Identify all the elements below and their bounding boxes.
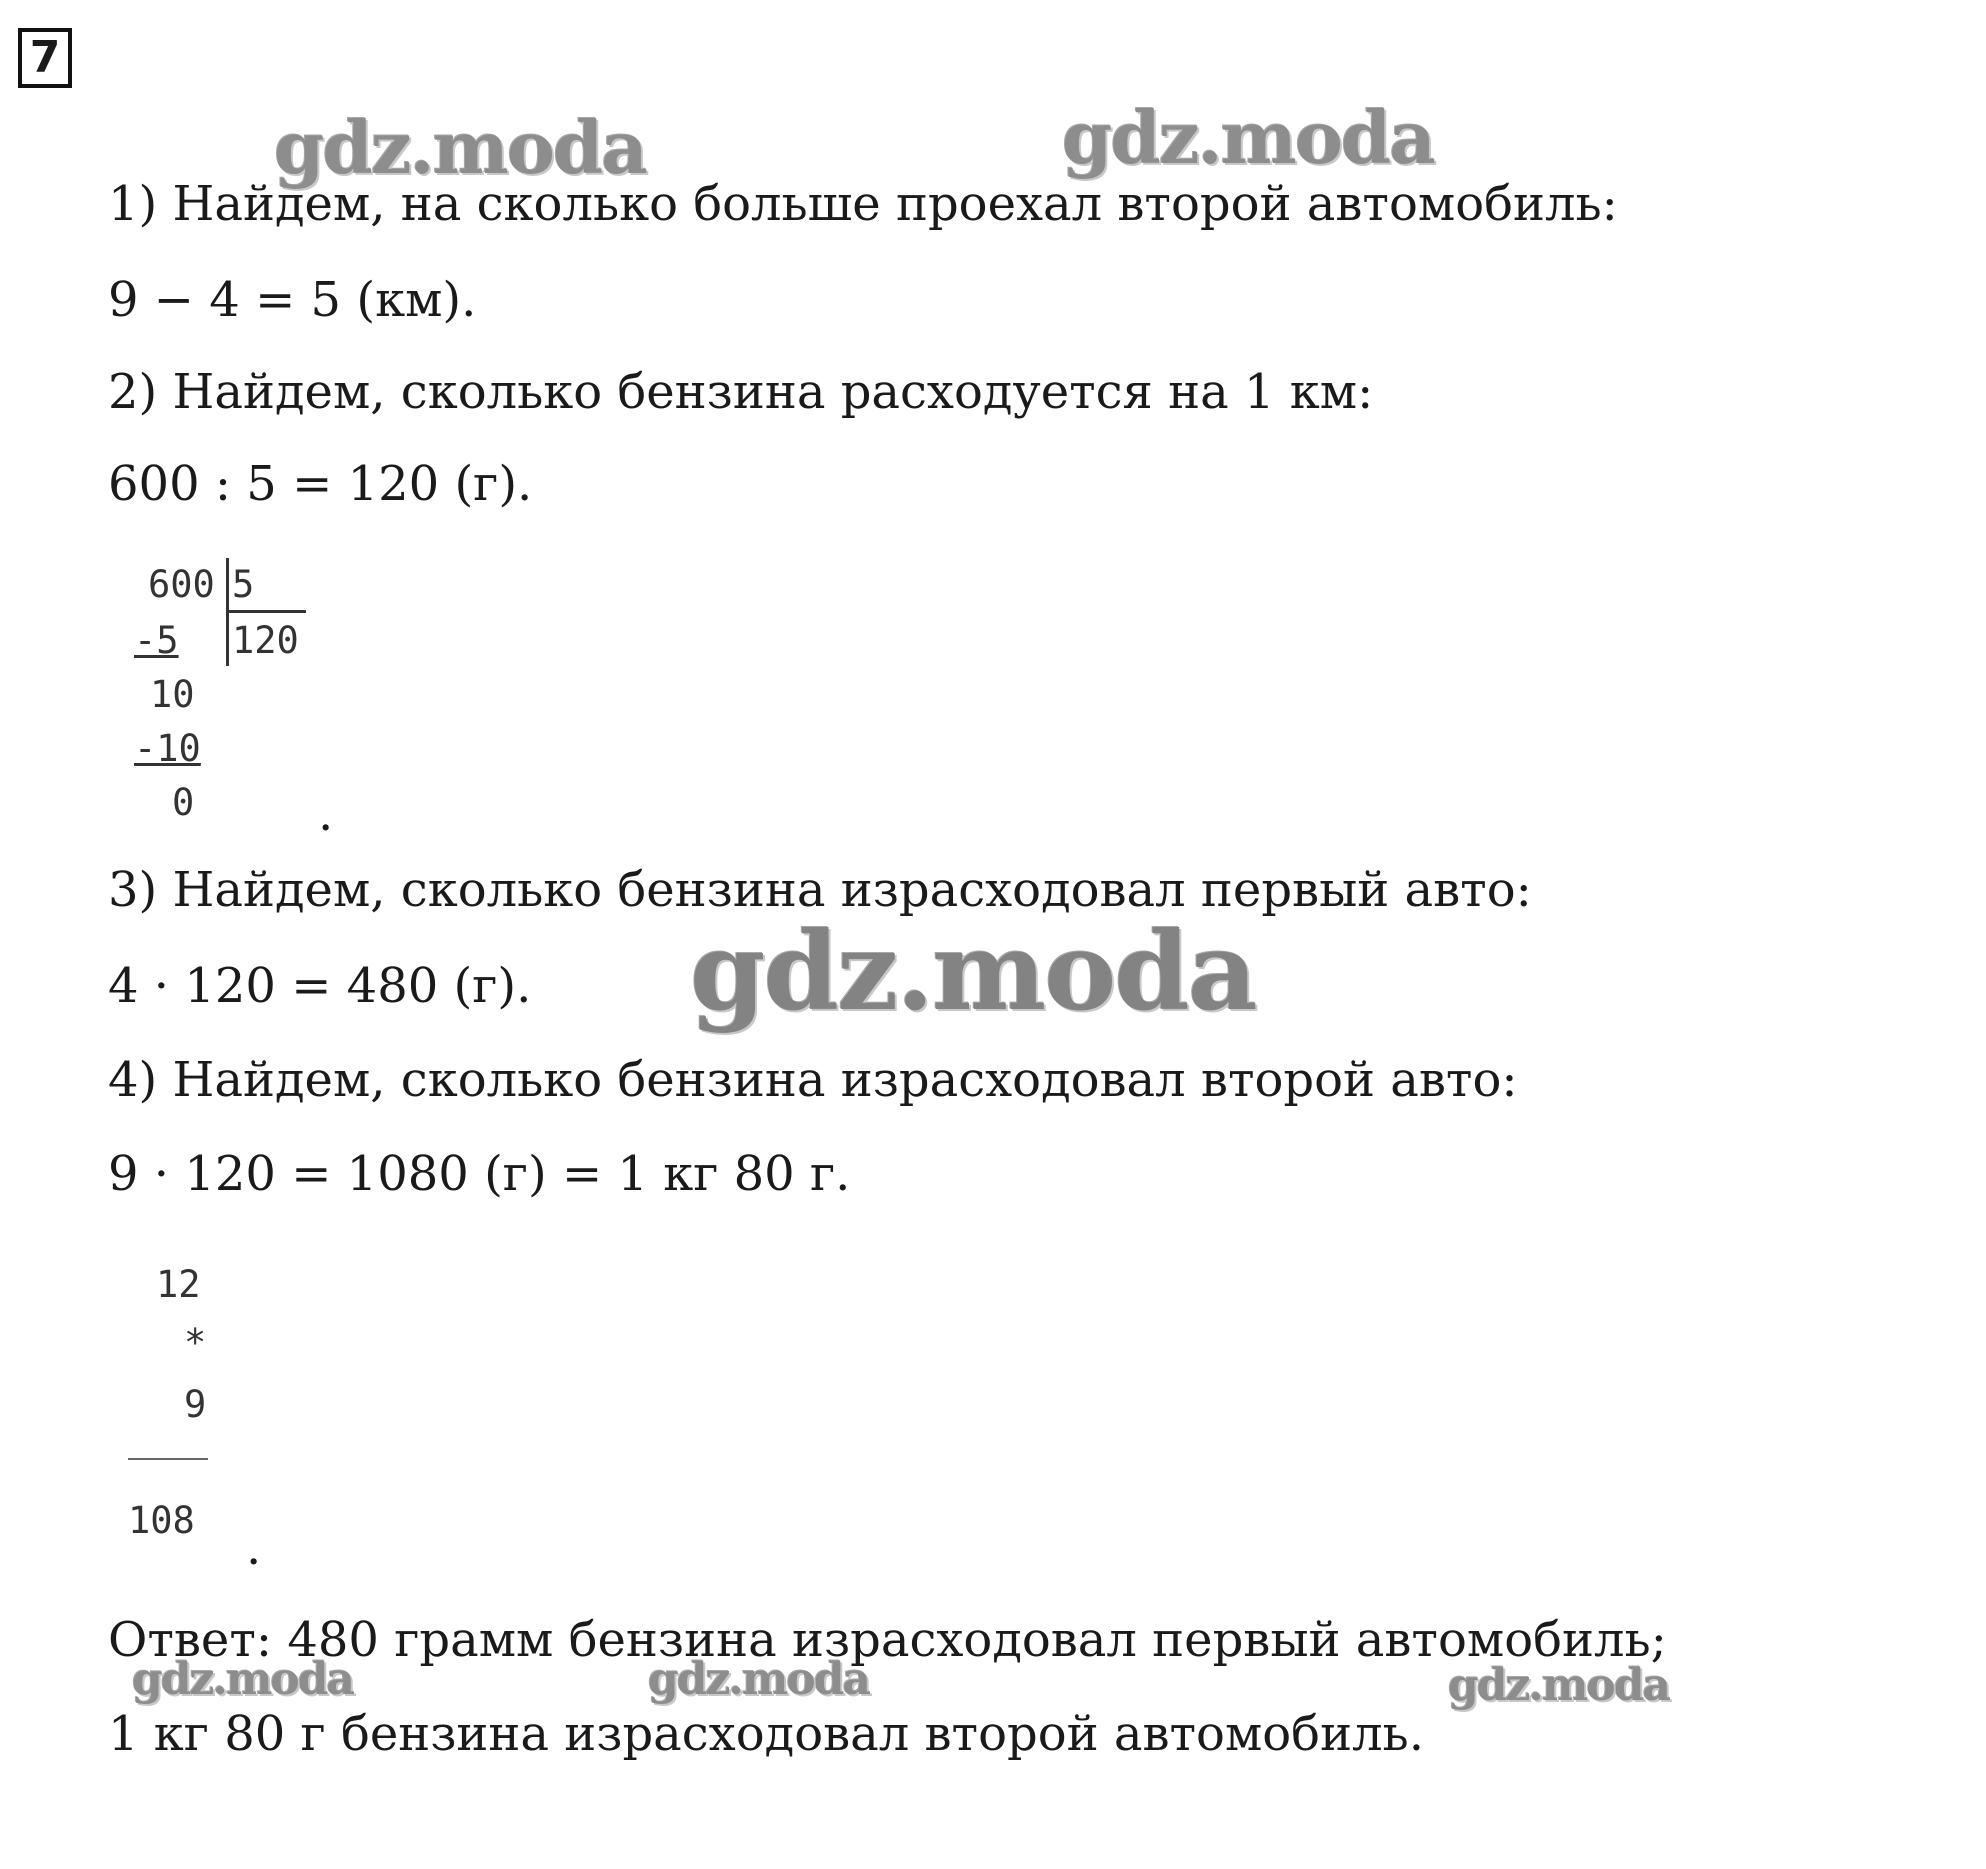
division-remainder-2: 0 <box>172 781 195 824</box>
watermark: gdz.moda <box>648 1654 870 1705</box>
step-4-text: 4) Найдем, сколько бензина израсходовал второй авто: <box>108 1052 1518 1108</box>
multiplication-line <box>128 1458 208 1460</box>
division-subtrahend-1: -5 <box>134 619 179 662</box>
division-dividend: 600 <box>148 563 215 606</box>
watermark: gdz.moda <box>1062 95 1434 180</box>
multiplication-operator: * <box>184 1321 207 1364</box>
division-remainder-1: 10 <box>150 673 195 716</box>
watermark: gdz.moda <box>690 909 1256 1035</box>
watermark: gdz.moda <box>132 1654 354 1705</box>
step-2-equation: 600 : 5 = 120 (г). <box>108 456 533 512</box>
division-horizontal-bar <box>226 610 306 613</box>
step-1-equation: 9 − 4 = 5 (км). <box>108 272 477 328</box>
watermark: gdz.moda <box>1448 1660 1670 1711</box>
answer-line-2: 1 кг 80 г бензина израсходовал второй автомобиль. <box>108 1706 1424 1762</box>
division-end-dot: . <box>318 786 334 842</box>
step-4-equation: 9 · 120 = 1080 (г) = 1 кг 80 г. <box>108 1146 851 1202</box>
step-3-text: 3) Найдем, сколько бензина израсходовал первый авто: <box>108 862 1532 918</box>
multiplication-factor-2: 9 <box>184 1383 207 1426</box>
multiplication-factor-1: 12 <box>156 1263 201 1306</box>
step-1-text: 1) Найдем, на сколько больше проехал второй автомобиль: <box>108 176 1618 232</box>
division-subtrahend-2: -10 <box>134 727 201 770</box>
division-divisor: 5 <box>232 563 255 606</box>
task-number-badge: 7 <box>18 28 72 88</box>
watermark: gdz.moda <box>274 105 646 190</box>
step-3-equation: 4 · 120 = 480 (г). <box>108 958 532 1014</box>
answer-line-1: Ответ: 480 грамм бензина израсходовал первый автомобиль; <box>108 1612 1667 1668</box>
multiplication-end-dot: . <box>246 1520 262 1576</box>
step-2-text: 2) Найдем, сколько бензина расходуется на 1 км: <box>108 364 1374 420</box>
multiplication-product: 108 <box>128 1499 195 1542</box>
division-quotient: 120 <box>232 619 299 662</box>
